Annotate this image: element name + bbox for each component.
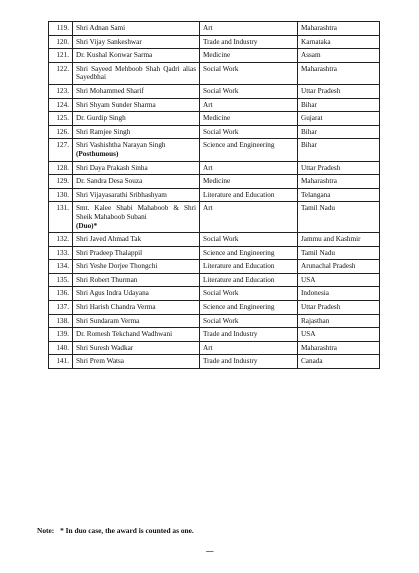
awardee-name-text: Shri Sayeed Mehboob Shah Qadri alias Sayedbhai <box>76 64 196 82</box>
award-field <box>200 246 298 260</box>
awardee-state-text: Bihar <box>301 100 317 109</box>
awardee-name-text: Shri Vashishtha Narayan Singh <box>76 141 166 150</box>
table-row <box>49 22 380 36</box>
awardee-state <box>298 84 380 98</box>
serial-number-text: 134. <box>56 262 69 271</box>
awardee-state <box>298 246 380 260</box>
table-row <box>49 161 380 175</box>
footnote-text: * In duo case, the award is counted as one. <box>60 526 194 535</box>
award-field <box>200 62 298 84</box>
table-row <box>49 233 380 247</box>
awardee-state-text: Jammu and Kashmir <box>301 235 361 244</box>
table-row <box>49 84 380 98</box>
award-field-text: Trade and Industry <box>203 357 258 366</box>
award-field-text: Social Work <box>203 289 239 298</box>
serial-number-text: 141. <box>56 357 69 366</box>
awardee-name <box>73 98 200 112</box>
award-field-text: Science and Engineering <box>203 141 275 150</box>
awardee-state-text: Telangana <box>301 190 331 199</box>
awardee-name <box>73 202 200 233</box>
serial-number-text: 139. <box>56 330 69 339</box>
footnote-label: Note: <box>37 526 55 535</box>
awardee-tag: (Posthumous) <box>76 149 119 158</box>
awardee-state-text: Arunachal Pradesh <box>301 262 356 271</box>
serial-number-text: 133. <box>56 248 69 257</box>
awardee-name <box>73 233 200 247</box>
table-row <box>49 260 380 274</box>
table-row <box>49 35 380 49</box>
awardee-name-text: Shri Pradeep Thalappil <box>76 248 143 257</box>
serial-number <box>49 49 73 63</box>
awardee-state <box>298 301 380 315</box>
end-marker: ---- <box>205 547 214 555</box>
table-row <box>49 273 380 287</box>
awardee-name-text: Dr. Kushal Konwar Sarma <box>76 51 153 60</box>
serial-number-text: 125. <box>56 114 69 123</box>
award-field-text: Science and Engineering <box>203 303 275 312</box>
serial-number-text: 135. <box>56 275 69 284</box>
serial-number <box>49 328 73 342</box>
award-field-text: Social Work <box>203 316 239 325</box>
awardee-name <box>73 260 200 274</box>
table-row <box>49 98 380 112</box>
awardee-state-text: Tamil Nadu <box>301 204 336 213</box>
award-field-text: Social Work <box>203 86 239 95</box>
footnote <box>37 526 194 535</box>
awardee-state <box>298 202 380 233</box>
awardee-name <box>73 355 200 369</box>
awardee-name-text: Shri Daya Prakash Sinha <box>76 163 148 172</box>
award-field-text: Social Work <box>203 127 239 136</box>
awardee-state-text: Rajasthan <box>301 316 330 325</box>
awardee-name <box>73 188 200 202</box>
awardee-state <box>298 355 380 369</box>
awardee-state <box>298 341 380 355</box>
serial-number-text: 122. <box>56 64 69 73</box>
table-row <box>49 188 380 202</box>
awardee-name <box>73 22 200 36</box>
award-field-text: Medicine <box>203 51 231 60</box>
awardee-name-text: Shri Shyam Sunder Sharma <box>76 100 156 109</box>
serial-number-text: 120. <box>56 37 69 46</box>
awards-table <box>48 21 380 369</box>
serial-number <box>49 287 73 301</box>
awardee-name <box>73 161 200 175</box>
award-field <box>200 22 298 36</box>
award-field-text: Social Work <box>203 64 239 73</box>
award-field <box>200 341 298 355</box>
award-field <box>200 202 298 233</box>
serial-number <box>49 233 73 247</box>
awardee-state-text: Maharashtra <box>301 177 337 186</box>
award-field <box>200 355 298 369</box>
awardee-name <box>73 328 200 342</box>
table-row <box>49 202 380 233</box>
awardee-state-text: Maharashtra <box>301 343 337 352</box>
award-field-text: Literature and Education <box>203 262 275 271</box>
awards-table-body <box>49 22 380 369</box>
awardee-state-text: USA <box>301 275 316 284</box>
award-field-text: Art <box>203 163 213 172</box>
award-field <box>200 35 298 49</box>
awardee-tag: (Duo)* <box>76 221 98 230</box>
awardee-state-text: Uttar Pradesh <box>301 86 341 95</box>
serial-number-text: 127. <box>56 141 69 150</box>
awardee-name-text: Shri Harish Chandra Verma <box>76 303 156 312</box>
awardee-name-text: Dr. Sandra Desa Souza <box>76 177 143 186</box>
award-field <box>200 125 298 139</box>
awardee-name-text: Dr. Romesh Tekchand Wadhwani <box>76 330 173 339</box>
awardee-name-text: Dr. Gurdip Singh <box>76 114 126 123</box>
serial-number-text: 138. <box>56 316 69 325</box>
table-row <box>49 62 380 84</box>
awardee-state-text: Bihar <box>301 141 317 150</box>
serial-number-text: 126. <box>56 127 69 136</box>
awardee-name <box>73 125 200 139</box>
awardee-state-text: Uttar Pradesh <box>301 303 341 312</box>
awardee-state <box>298 49 380 63</box>
serial-number <box>49 246 73 260</box>
award-field <box>200 98 298 112</box>
awardee-state-text: Bihar <box>301 127 317 136</box>
serial-number-text: 124. <box>56 100 69 109</box>
awardee-name-text: Shri Prem Watsa <box>76 357 124 366</box>
serial-number-text: 137. <box>56 303 69 312</box>
awardee-name-text: Shri Mohammed Sharif <box>76 86 144 95</box>
serial-number <box>49 341 73 355</box>
awardee-name <box>73 49 200 63</box>
award-field-text: Art <box>203 204 213 213</box>
table-row <box>49 139 380 161</box>
serial-number <box>49 260 73 274</box>
awardee-state <box>298 233 380 247</box>
table-row <box>49 125 380 139</box>
serial-number <box>49 202 73 233</box>
table-row <box>49 314 380 328</box>
serial-number <box>49 22 73 36</box>
serial-number-text: 131. <box>56 204 69 213</box>
serial-number <box>49 273 73 287</box>
awardee-name <box>73 112 200 126</box>
awardee-state <box>298 125 380 139</box>
serial-number-text: 130. <box>56 190 69 199</box>
serial-number-text: 140. <box>56 343 69 352</box>
awardee-state <box>298 328 380 342</box>
serial-number <box>49 84 73 98</box>
serial-number <box>49 62 73 84</box>
award-field-text: Science and Engineering <box>203 248 275 257</box>
awardee-state <box>298 260 380 274</box>
awardee-name <box>73 139 200 161</box>
table-row <box>49 287 380 301</box>
serial-number <box>49 161 73 175</box>
awardee-name <box>73 246 200 260</box>
awardee-name <box>73 35 200 49</box>
awardee-name <box>73 314 200 328</box>
awardee-name <box>73 301 200 315</box>
award-field <box>200 175 298 189</box>
award-field-text: Trade and Industry <box>203 330 258 339</box>
table-row <box>49 328 380 342</box>
awardee-state <box>298 175 380 189</box>
awardee-name-text: Shri Robert Thurman <box>76 275 138 284</box>
awardee-state-text: Indonesia <box>301 289 329 298</box>
awardee-state-text: Maharashtra <box>301 24 337 32</box>
award-field <box>200 287 298 301</box>
serial-number <box>49 188 73 202</box>
awardee-name <box>73 287 200 301</box>
award-field-text: Art <box>203 24 213 32</box>
serial-number <box>49 112 73 126</box>
serial-number-text: 132. <box>56 235 69 244</box>
award-field <box>200 161 298 175</box>
awardee-state-text: Karnataka <box>301 37 331 46</box>
table-row <box>49 246 380 260</box>
award-field <box>200 301 298 315</box>
award-field-text: Medicine <box>203 177 231 186</box>
awardee-state <box>298 35 380 49</box>
award-field <box>200 112 298 126</box>
award-field <box>200 314 298 328</box>
award-field <box>200 49 298 63</box>
awardee-state-text: USA <box>301 330 316 339</box>
awardee-name-text: Shri Yeshe Dorjee Thongchi <box>76 262 158 271</box>
award-field-text: Social Work <box>203 235 239 244</box>
awardee-name <box>73 62 200 84</box>
awardee-state <box>298 188 380 202</box>
awardee-state <box>298 98 380 112</box>
award-field-text: Art <box>203 100 213 109</box>
table-row <box>49 175 380 189</box>
awardee-name <box>73 84 200 98</box>
serial-number <box>49 125 73 139</box>
serial-number-text: 123. <box>56 86 69 95</box>
awardee-state <box>298 139 380 161</box>
serial-number <box>49 175 73 189</box>
awardee-name-text: Shri Suresh Wadkar <box>76 343 134 352</box>
serial-number-text: 128. <box>56 163 69 172</box>
table-row <box>49 341 380 355</box>
awardee-state-text: Uttar Pradesh <box>301 163 341 172</box>
awardee-name-text: Shri Vijayasarathi Sribhashyam <box>76 190 167 199</box>
award-field-text: Medicine <box>203 114 231 123</box>
award-field-text: Literature and Education <box>203 190 275 199</box>
award-field <box>200 260 298 274</box>
awardee-state <box>298 314 380 328</box>
award-field <box>200 188 298 202</box>
awardee-state <box>298 22 380 36</box>
table-row <box>49 49 380 63</box>
awardee-state <box>298 287 380 301</box>
serial-number-text: 136. <box>56 289 69 298</box>
awardee-name-text: Shri Ramjee Singh <box>76 127 131 136</box>
award-field-text: Literature and Education <box>203 275 275 284</box>
awardee-name <box>73 175 200 189</box>
award-field <box>200 84 298 98</box>
awardee-state-text: Canada <box>301 357 323 366</box>
awardee-name-text: Shri Adnan Sami <box>76 24 126 32</box>
table-row <box>49 301 380 315</box>
table-row <box>49 355 380 369</box>
serial-number <box>49 301 73 315</box>
awardee-state <box>298 273 380 287</box>
awardee-name-text: Shri Agus Indra Udayana <box>76 289 149 298</box>
serial-number-text: 121. <box>56 51 69 60</box>
awardee-state <box>298 161 380 175</box>
awardee-name-text: Shri Vijay Sankeshwar <box>76 37 142 46</box>
award-field <box>200 139 298 161</box>
serial-number <box>49 314 73 328</box>
serial-number-text: 119. <box>56 24 69 32</box>
awardee-state <box>298 62 380 84</box>
serial-number <box>49 355 73 369</box>
award-field-text: Art <box>203 343 213 352</box>
awardee-state-text: Assam <box>301 51 321 60</box>
awardee-name <box>73 273 200 287</box>
award-field <box>200 273 298 287</box>
table-row <box>49 112 380 126</box>
awardee-name-text: Shri Sundaram Verma <box>76 316 140 325</box>
awardee-state-text: Tamil Nadu <box>301 248 336 257</box>
awardee-state-text: Gujarat <box>301 114 323 123</box>
serial-number <box>49 35 73 49</box>
awardee-name-text: Smt. Kalee Shabi Mahaboob & Shri Sheik Mahaboob Subani <box>76 204 196 221</box>
serial-number <box>49 98 73 112</box>
awardee-name-text: Shri Javed Ahmad Tak <box>76 235 142 244</box>
award-field <box>200 328 298 342</box>
award-field-text: Trade and Industry <box>203 37 258 46</box>
serial-number <box>49 139 73 161</box>
awardee-state <box>298 112 380 126</box>
awardee-state-text: Maharashtra <box>301 64 337 73</box>
awardee-name <box>73 341 200 355</box>
award-field <box>200 233 298 247</box>
serial-number-text: 129. <box>56 177 69 186</box>
